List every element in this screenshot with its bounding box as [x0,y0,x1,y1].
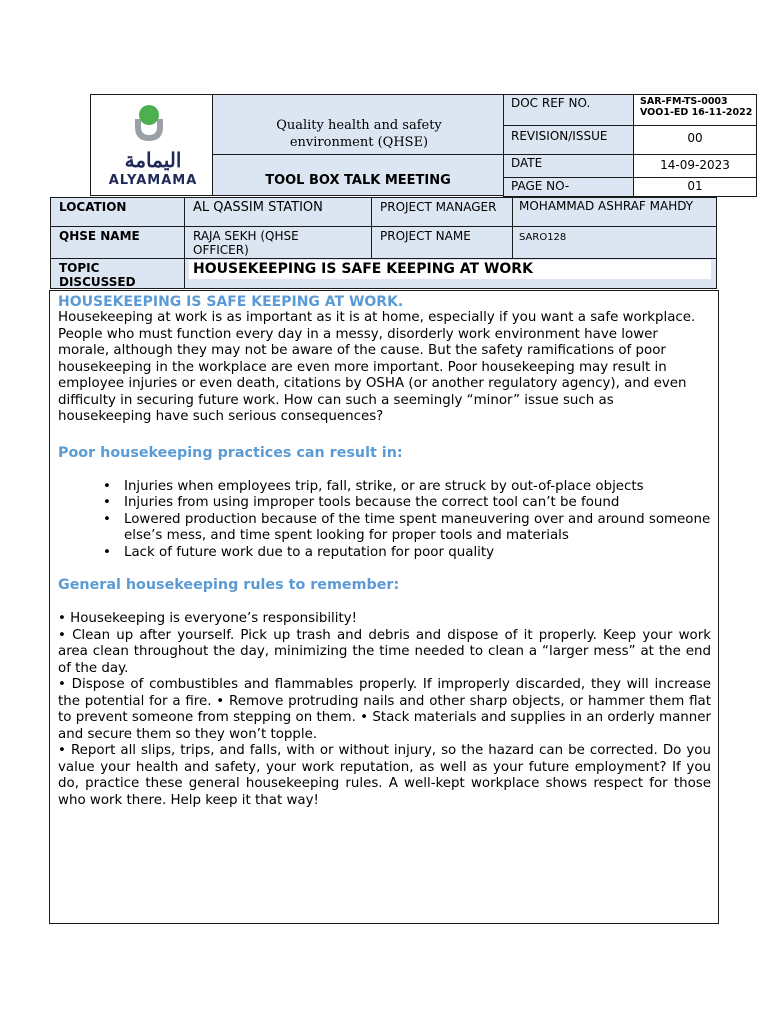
revision-value-cell [633,125,757,155]
poor-practices-list [58,479,711,562]
project-name-label: PROJECT NAME [380,229,471,243]
page-value-cell [633,177,757,197]
content-heading: HOUSEKEEPING IS SAFE KEEPING AT WORK. [58,294,404,310]
qhse-name-value: RAJA SEKH (QHSE OFFICER) [193,229,299,257]
date-label: DATE [511,156,543,170]
doc-ref-value-line1: SAR-FM-TS-0003 [640,96,728,107]
list-item: • Injuries from using improper tools because the correct tool can’t be found [124,495,711,512]
topic-label-cell [50,258,185,289]
doc-ref-label-cell [503,94,634,126]
topic-value-box [189,260,711,279]
list-item: • Injuries when employees trip, fall, strike, or are struck by out-of-place objects [124,479,711,496]
rule-paragraph: • Clean up after yourself. Pick up trash and debris and dispose of it properly. Keep your work area clean throughout the day, minimizing the time needed to clean a “larger mess” at the end of the day. [58,627,711,676]
pm-label: PROJECT MANAGER [380,200,497,214]
pm-value-cell [512,197,717,227]
qhse-name-value-cell [184,226,372,259]
doc-ref-value-line2: VOO1-ED 16-11-2022 [640,107,753,118]
pm-label-cell [371,197,513,227]
page-label: PAGE NO- [511,179,570,193]
qhse-title-cell [212,94,504,155]
topic-value-cell [184,258,717,289]
location-value-cell [184,197,372,227]
rule-paragraph: • Dispose of combustibles and flammables properly. If improperly discarded, they will increase the potential for a fire. • Remove protruding nails and other sharp objects, or hammer them flat to prevent someone from stepping on them. • Stack materials and supplies in an orderly manner and secure them so they won’t topple. [58,677,711,742]
list-item: • Lowered production because of the time spent maneuvering over and around someone else’s mess, and time spent looking for proper tools and materials [124,512,711,545]
qhse-title: Quality health and safety environment (QHSE) [276,118,442,150]
project-name-label-cell [371,226,513,259]
date-label-cell [503,154,634,178]
project-name-value: SARO128 [519,232,567,243]
qhse-name-label-cell [50,226,185,259]
rules-heading: General housekeeping rules to remember: [58,577,400,593]
revision-value: 00 [687,131,703,145]
revision-label: REVISION/ISSUE [511,129,608,143]
location-value: AL QASSIM STATION [193,200,323,215]
qhse-name-label: QHSE NAME [59,229,140,243]
pm-value: MOHAMMAD ASHRAF MAHDY [519,199,694,213]
project-name-value-cell [512,226,717,259]
meeting-title-cell [212,154,504,196]
rule-paragraph: • Housekeeping is everyone’s responsibility! [58,611,358,626]
list-item: • Lack of future work due to a reputation for poor quality [124,545,711,562]
revision-label-cell [503,125,634,155]
topic-value: HOUSEKEEPING IS SAFE KEEPING AT WORK [193,261,533,277]
poor-practices-heading: Poor housekeeping practices can result in: [58,444,403,461]
meeting-title: TOOL BOX TALK MEETING [265,173,451,188]
rules-block [58,611,711,809]
topic-label: TOPIC DISCUSSED [59,261,136,289]
location-label: LOCATION [59,200,127,214]
rule-paragraph: • Report all slips, trips, and falls, with or without injury, so the hazard can be corrected. Do you value your health and safety, your work reputation, as well as your future employment? If you do, practice these general housekeeping rules. A well-kept workplace shows respect for those who work there. Help keep it that way! [58,743,711,808]
date-value-cell [633,154,757,178]
location-label-cell [50,197,185,227]
date-value: 14-09-2023 [660,158,730,172]
doc-ref-label: DOC REF NO. [511,96,591,110]
logo-latin-text: ALYAMAMA [108,173,198,188]
talk-content [49,290,719,924]
doc-ref-value-cell [633,94,757,126]
intro-paragraph: Housekeeping at work is as important as it is at home, especially if you want a safe workplace. People who must function every day in a messy, disorderly work environment have lower morale, although they may not be aware of the cause. But the safety ramifications of poor housekeeping in the workplace are even more important. Poor housekeeping may result in employee injuries or even death, citations by OSHA (or another regulatory agency), and even difficulty in securing future work. How can such a seemingly “minor” issue such as housekeeping have such serious consequences? [58,310,696,424]
logo-arabic-text: اليمامة [124,148,182,172]
page-label-cell [503,177,634,197]
page-value: 01 [687,179,703,193]
company-logo [90,94,212,196]
